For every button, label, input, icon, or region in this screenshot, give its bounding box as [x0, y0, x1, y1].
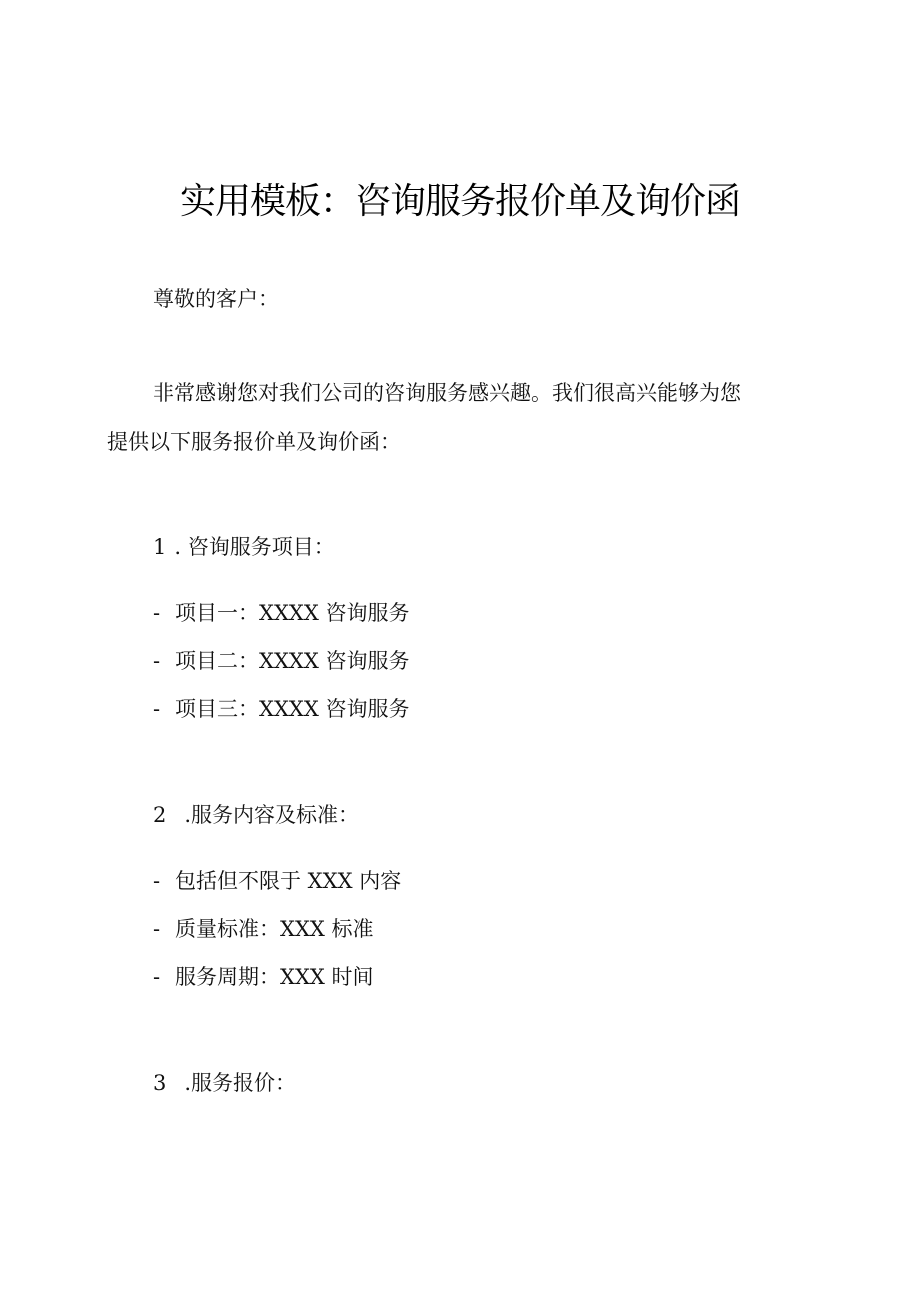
list-item-text: 项目一：XXXX 咨询服务 [175, 601, 410, 625]
list-item-text: 服务周期：XXX 时间 [175, 965, 374, 989]
list-item [153, 962, 374, 992]
list-item [153, 598, 409, 628]
bullet-dash: - [153, 697, 161, 721]
bullet-dash: - [153, 965, 161, 989]
section-number: 2 [153, 803, 167, 827]
section-number: 1 [153, 535, 167, 559]
list-item-text: 项目二：XXXX 咨询服务 [175, 649, 410, 673]
list-item [153, 694, 409, 724]
bullet-dash: - [153, 869, 161, 893]
page-title: 实用模板：咨询服务报价单及询价函 [179, 181, 740, 222]
salutation: 尊敬的客户： [153, 287, 279, 311]
list-item-text: 项目三：XXXX 咨询服务 [175, 697, 410, 721]
list-item [153, 914, 374, 944]
list-item-text: 质量标准：XXX 标准 [175, 917, 374, 941]
bullet-dash: - [153, 649, 161, 673]
list-item [153, 646, 409, 676]
section-heading-2 [153, 800, 359, 830]
section-heading-text: .服务内容及标准： [184, 803, 360, 827]
section-heading-text: . 咨询服务项目： [174, 535, 335, 559]
intro-paragraph-line-2: 提供以下服务报价单及询价函： [107, 430, 401, 454]
section-number: 3 [153, 1071, 167, 1095]
bullet-dash: - [153, 917, 161, 941]
section-heading-1 [153, 532, 335, 562]
section-heading-3 [153, 1068, 296, 1098]
list-item-text: 包括但不限于 XXX 内容 [175, 869, 402, 893]
intro-paragraph-line-1: 非常感谢您对我们公司的咨询服务感兴趣。我们很高兴能够为您 [153, 381, 741, 405]
section-heading-text: .服务报价： [184, 1071, 297, 1095]
bullet-dash: - [153, 601, 161, 625]
list-item [153, 866, 401, 896]
